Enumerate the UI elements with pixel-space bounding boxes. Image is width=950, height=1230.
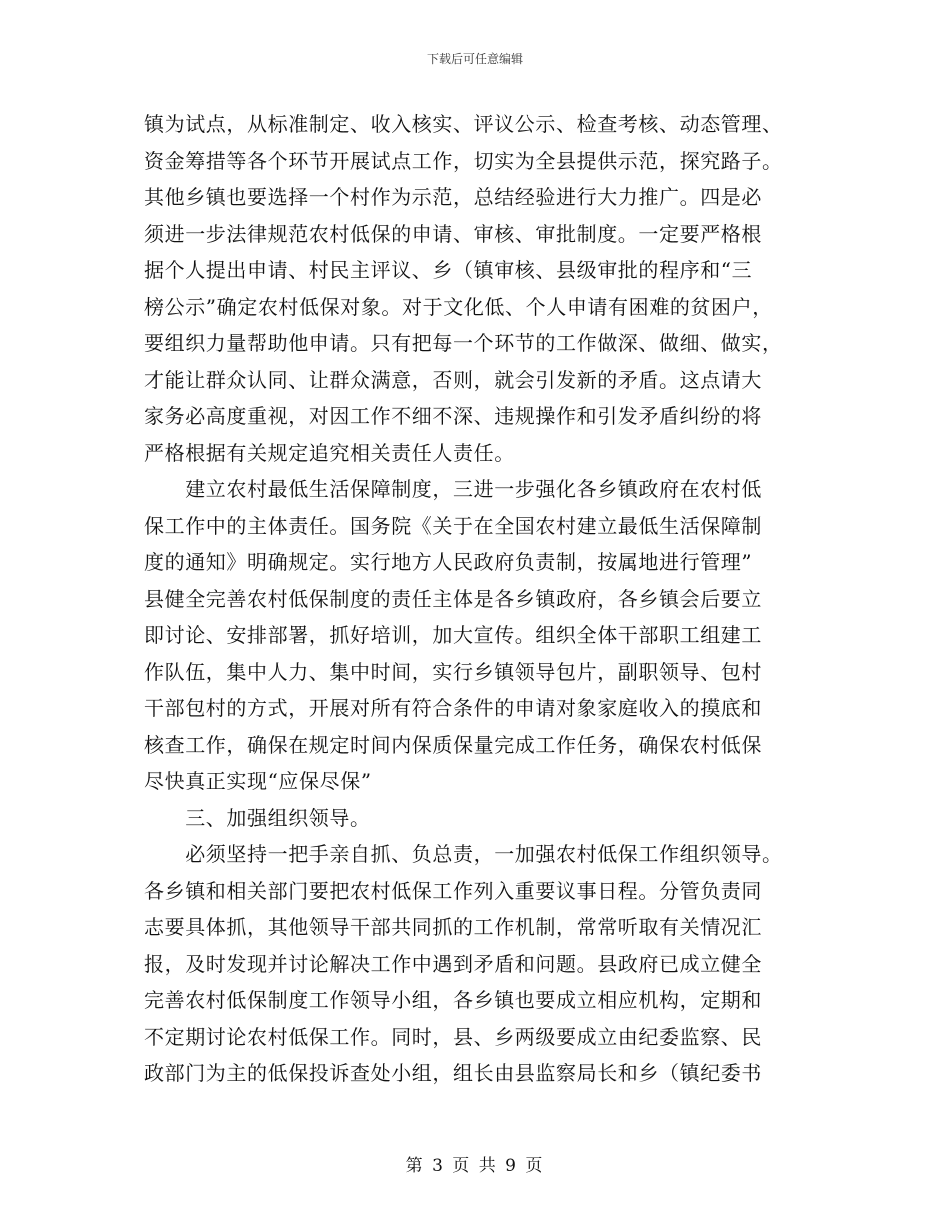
- body-line: 家务必高度重视，对因工作不细不深、违规操作和引发矛盾纠纷的将: [144, 404, 762, 428]
- body-line: 报，及时发现并讨论解决工作中遇到矛盾和问题。县政府已成立健全: [144, 951, 762, 976]
- body-line: 才能让群众认同、让群众满意，否则，就会引发新的矛盾。这点请大: [144, 367, 762, 392]
- body-line: 要组织力量帮助他申请。只有把每一个环节的工作做深、做细、做实，: [144, 331, 783, 355]
- body-line: 不定期讨论农村低保工作。同时，县、乡两级要成立由纪委监察、民: [144, 1024, 762, 1049]
- body-line: 据个人提出申请、村民主评议、乡（镇审核、县级审批的程序和“三: [144, 258, 753, 282]
- body-line: 必须坚持一把手亲自抓、负总责，一加强农村低保工作组织领导。: [144, 842, 783, 866]
- body-line: 建立农村最低生活保障制度，三进一步强化各乡镇政府在农村低: [144, 477, 762, 501]
- body-line: 志要具体抓，其他领导干部共同抓的工作机制，常常听取有关情况汇: [144, 915, 762, 939]
- body-line: 作队伍，集中人力、集中时间，实行乡镇领导包片，副职领导、包村: [144, 659, 762, 684]
- body-line: 县健全完善农村低保制度的责任主体是各乡镇政府，各乡镇会后要立: [144, 586, 762, 611]
- body-line: 镇为试点，从标准制定、收入核实、评议公示、检查考核、动态管理、: [144, 112, 783, 136]
- page-footer: 第 3 页 共 9 页: [405, 1156, 545, 1176]
- body-line: 尽快真正实现“应保尽保”: [144, 769, 372, 793]
- body-line: 核查工作，确保在规定时间内保质保量完成工作任务，确保农村低保: [144, 732, 762, 757]
- body-line: 完善农村低保制度工作领导小组，各乡镇也要成立相应机构，定期和: [144, 988, 762, 1012]
- body-line: 即讨论、安排部署，抓好培训，加大宣传。组织全体干部职工组建工: [144, 623, 762, 647]
- body-line: 榜公示”确定农村低保对象。对于文化低、个人申请有困难的贫困户，: [144, 294, 773, 319]
- body-line: 保工作中的主体责任。国务院《关于在全国农村建立最低生活保障制: [144, 513, 762, 538]
- body-line: 政部门为主的低保投诉查处小组，组长由县监察局长和乡（镇纪委书: [144, 1061, 762, 1085]
- body-line: 严格根据有关规定追究相关责任人责任。: [144, 440, 515, 465]
- document-body: [144, 106, 814, 1092]
- body-line: 其他乡镇也要选择一个村作为示范，总结经验进行大力推广。四是必: [144, 185, 762, 209]
- body-line: 度的通知》明确规定。实行地方人民政府负责制，按属地进行管理”: [144, 550, 753, 574]
- body-line: 各乡镇和相关部门要把农村低保工作列入重要议事日程。分管负责同: [144, 878, 762, 903]
- body-line: 三、加强组织领导。: [144, 805, 371, 830]
- body-line: 须进一步法律规范农村低保的申请、审核、审批制度。一定要严格根: [144, 221, 762, 246]
- body-line: 资金筹措等各个环节开展试点工作，切实为全县提供示范，探究路子。: [144, 148, 783, 173]
- page-header: 下载后可任意编辑: [426, 52, 523, 66]
- body-line: 干部包村的方式，开展对所有符合条件的申请对象家庭收入的摸底和: [144, 696, 762, 720]
